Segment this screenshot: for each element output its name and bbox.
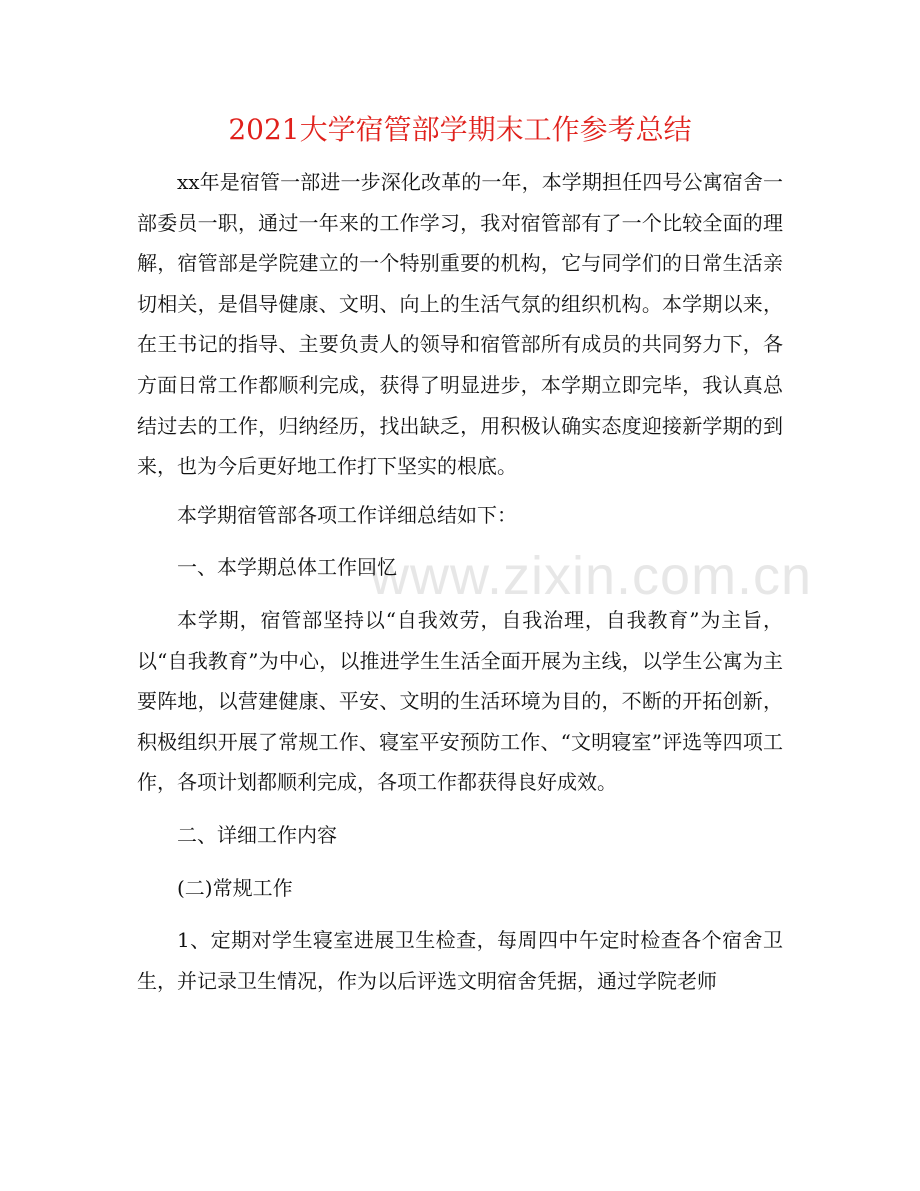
section-heading-details: 二、详细工作内容 (177, 822, 337, 847)
document-body (137, 162, 783, 1013)
paragraph-intro: xx年是宿管一部进一步深化改革的一年，本学期担任四号公寓宿舍一部委员一职，通过一年来的工作学习，我对宿管部有了一个比较全面的理解，宿管部是学院建立的一个特别重要的机构，它与同学们的日常生活亲切相关，是倡导健康、文明、向上的生活气氛的组织机构。本学期以来，在王书记的指导、主要负责人的领导和宿管部所有成员的共同努力下，各方面日常工作都顺利完成，获得了明显进步，本学期立即完毕，我认真总结过去的工作，归纳经历，找出缺乏，用积极认确实态度迎接新学期的到来，也为今后更好地工作打下坚实的根底。 (137, 170, 783, 479)
section-heading-overview: 一、本学期总体工作回忆 (177, 555, 397, 580)
paragraph-summary-lead: 本学期宿管部各项工作详细总结如下： (177, 502, 517, 527)
subsection-heading-routine: (二)常规工作 (177, 875, 293, 900)
watermark: www.zixin.com.cn (370, 546, 813, 606)
document-title: 2021大学宿管部学期末工作参考总结 (228, 113, 692, 146)
paragraph-overview: 本学期，宿管部坚持以“自我效劳，自我治理，自我教育”为主旨，以“自我教育”为中心，以推进学生生活全面开展为主线，以学生公寓为主要阵地，以营建健康、平安、文明的生活环境为目的，不断的开拓创新，积极组织开展了常规工作、寝室平安预防工作、“文明寝室”评选等四项工作，各项计划都顺利完成，各项工作都获得良好成效。 (137, 607, 783, 795)
paragraph-routine-1: 1、定期对学生寝室进展卫生检查，每周四中午定时检查各个宿舍卫生，并记录卫生情况，作为以后评选文明宿舍凭据，通过学院老师 (137, 928, 783, 993)
